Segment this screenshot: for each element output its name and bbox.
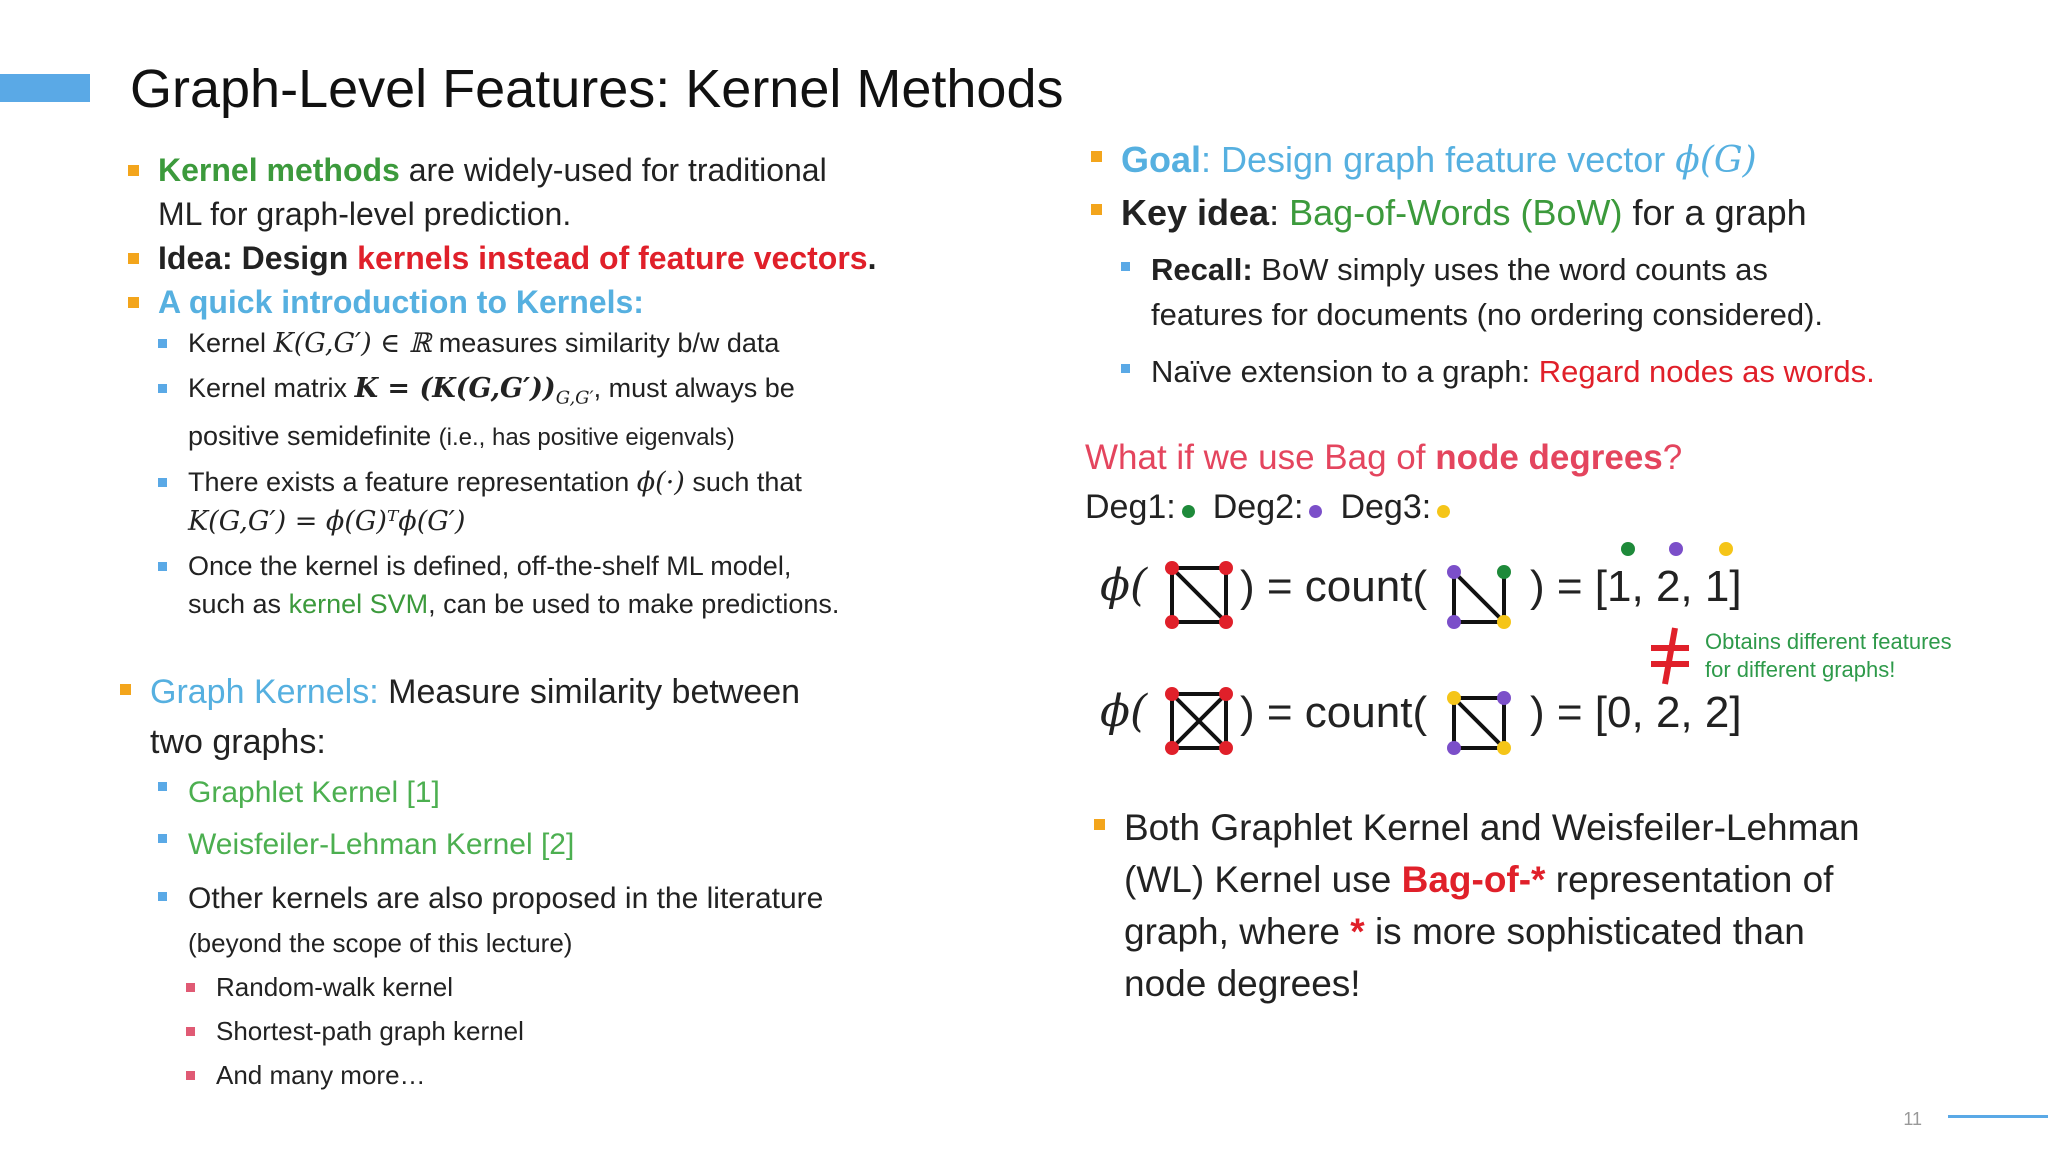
idea-end: . — [867, 240, 877, 276]
key-idea-lead: Key idea — [1121, 192, 1270, 233]
deg1-label: Deg1: — [1085, 488, 1176, 526]
graph-kernels-text: Measure similarity between — [388, 673, 801, 712]
deg3-dot-icon — [1437, 505, 1450, 518]
formula-1 — [1100, 560, 1147, 611]
formula1-close: ) — [1240, 562, 1255, 611]
both-line1: Both Graphlet Kernel and Weisfeiler-Lehman — [1124, 807, 1860, 848]
feature-rep-math2: K(G,G′) = ϕ(G)ᵀϕ(G′) — [188, 506, 466, 538]
key-idea-colon: : — [1269, 192, 1280, 233]
goal-math: ϕ(G) — [1675, 140, 1757, 181]
both-pre3: graph, where — [1124, 911, 1340, 952]
result-deg3-dot-icon — [1719, 542, 1733, 556]
what-if-post: ? — [1662, 438, 1683, 477]
formula2-count: = count( — [1266, 688, 1428, 737]
naive-item — [1115, 349, 2025, 394]
note-line2: for different graphs! — [1705, 657, 1896, 682]
both-post3: is more sophisticated than — [1374, 911, 1805, 952]
formula-1-result — [1530, 562, 1742, 612]
footer-accent-line — [1948, 1115, 2048, 1118]
what-if-heading — [1085, 438, 2025, 478]
what-if-pre: What if we use Bag of — [1085, 438, 1426, 477]
both-pre2: (WL) Kernel use — [1124, 859, 1392, 900]
kernel-matrix-item: Kernel matrix $K = (K(G,G'))_{G,G'}$, must always be positive semidefinite (i.e., has positive eigenvals) — [152, 369, 1052, 457]
bullet-kernel-methods — [122, 148, 1052, 236]
graph2-red-icon — [1160, 686, 1240, 756]
recall-line1: BoW simply uses the word counts as — [1261, 252, 1768, 287]
key-idea-rest: for a graph — [1632, 192, 1807, 233]
right-column — [1085, 134, 2025, 527]
kernel-svm-line1: Once the kernel is defined, off-the-shelf ML model, — [188, 551, 792, 582]
graph-kernels-text-2: two graphs: — [150, 723, 326, 762]
kernel-matrix-math: K = (K(G,G′)) — [354, 373, 556, 404]
kernel-matrix-psd: positive semidefinite — [188, 421, 432, 452]
many-more-item: And many more… — [180, 1053, 1052, 1097]
kernel-svm-item — [152, 547, 1052, 623]
graph1-red-icon — [1160, 560, 1240, 630]
both-line4: node degrees! — [1124, 963, 1361, 1004]
shortest-path-item: Shortest-path graph kernel — [180, 1009, 1052, 1053]
kernel-matrix-post: must always be — [608, 373, 795, 403]
recall-item — [1115, 247, 2025, 337]
page-number: 11 — [1903, 1109, 1922, 1129]
slide-title: Graph-Level Features: Kernel Methods — [130, 59, 1064, 119]
deg1-legend — [1085, 488, 1195, 527]
formula2-result: = [0, 2, 2] — [1556, 688, 1742, 737]
deg2-label: Deg2: — [1212, 488, 1304, 526]
formula2-close: ) — [1240, 688, 1255, 737]
naive-highlight: Regard nodes as words. — [1538, 354, 1875, 389]
both-post2: representation of — [1555, 859, 1834, 900]
bullet-graph-kernels — [114, 667, 1052, 767]
formula1-phi: ϕ( — [1100, 560, 1148, 611]
other-kernels-item — [152, 877, 1052, 965]
wl-kernel-label: Weisfeiler-Lehman Kernel [2] — [188, 828, 575, 862]
title-accent-bar — [0, 74, 90, 102]
key-idea-highlight: Bag-of-Words (BoW) — [1289, 192, 1623, 233]
graphlet-kernel-item — [152, 767, 1052, 819]
random-walk-item: Random-walk kernel — [180, 965, 1052, 1009]
graph1-degree-icon — [1444, 566, 1514, 630]
deg2-legend — [1213, 488, 1323, 527]
feature-rep-math1: ϕ(·) — [636, 467, 685, 499]
formula2-phi: ϕ( — [1100, 686, 1148, 737]
kernel-matrix-pre: Kernel matrix — [188, 373, 348, 403]
kernel-matrix-paren: (i.e., has positive eigenvals) — [438, 424, 735, 452]
kernel-methods-text: are widely-used for traditional — [408, 152, 827, 188]
degree-legend — [1085, 488, 2025, 527]
formula1-close2: ) — [1530, 562, 1545, 611]
other-kernels-line2: (beyond the scope of this lecture) — [188, 928, 573, 959]
different-features-note — [1705, 628, 1952, 684]
bullet-idea — [122, 236, 1052, 280]
idea-lead: Idea: Design — [158, 240, 349, 276]
kernel-svm-highlight: kernel SVM — [288, 589, 429, 620]
bullet-key-idea — [1085, 187, 2025, 239]
naive-pre: Naïve extension to a graph: — [1151, 354, 1531, 389]
goal-lead: Goal — [1121, 139, 1202, 180]
recall-lead: Recall: — [1151, 252, 1253, 287]
kernel-svm-pre: such as — [188, 589, 282, 620]
formula-2 — [1100, 686, 1147, 737]
kernel-matrix-sub: G,G′ — [555, 387, 594, 409]
deg1-dot-icon — [1182, 505, 1195, 518]
not-equal-icon — [1645, 626, 1695, 686]
kernel-methods-highlight: Kernel methods — [158, 152, 400, 188]
bullet-bag-of-star — [1088, 802, 2044, 1010]
formula-1-count — [1240, 562, 1427, 612]
formula-2-count — [1240, 688, 1427, 738]
graph-kernels-colon: : — [369, 673, 379, 712]
kernel-def-post: measures similarity b/w data — [438, 328, 780, 358]
left-column — [122, 148, 1052, 1097]
formula2-close2: ) — [1530, 688, 1545, 737]
bullet-goal — [1085, 134, 2025, 187]
graph-kernels-highlight: Graph Kernels — [150, 673, 370, 712]
deg3-label: Deg3: — [1340, 488, 1432, 526]
formula1-result: = [1, 2, 1] — [1556, 562, 1742, 611]
graph2-degree-icon — [1444, 692, 1514, 756]
feature-rep-pre: There exists a feature representation — [188, 467, 630, 498]
idea-highlight: kernels instead of feature vectors — [357, 240, 868, 276]
wl-kernel-item — [152, 819, 1052, 871]
result-deg1-dot-icon — [1621, 542, 1635, 556]
feature-rep-post: such that — [692, 467, 802, 498]
kernel-svm-post: , can be used to make predictions. — [428, 589, 840, 620]
recall-line2: features for documents (no ordering considered). — [1151, 297, 1824, 332]
kernel-def-math: K(G,G′) ∈ ℝ — [273, 328, 432, 359]
kernel-def-item — [152, 324, 1052, 363]
result-deg2-dot-icon — [1669, 542, 1683, 556]
graphlet-kernel-label: Graphlet Kernel [1] — [188, 776, 440, 810]
deg2-dot-icon — [1309, 505, 1322, 518]
kernel-def-pre: Kernel — [188, 328, 267, 358]
formula-2-result — [1530, 688, 1742, 738]
bullet-quick-intro: A quick introduction to Kernels: — [122, 280, 1052, 324]
note-line1: Obtains different features — [1705, 629, 1952, 654]
kernel-methods-text-2: ML for graph-level prediction. — [158, 196, 572, 232]
both-highlight: Bag-of-* — [1401, 859, 1546, 900]
what-if-highlight: node degrees — [1435, 438, 1663, 477]
both-star: * — [1350, 911, 1365, 952]
goal-text: : Design graph feature vector — [1201, 139, 1666, 180]
feature-rep-item — [152, 463, 1052, 541]
deg3-legend — [1340, 488, 1450, 527]
other-kernels-line1: Other kernels are also proposed in the literature — [188, 882, 824, 916]
formula1-count: = count( — [1266, 562, 1428, 611]
